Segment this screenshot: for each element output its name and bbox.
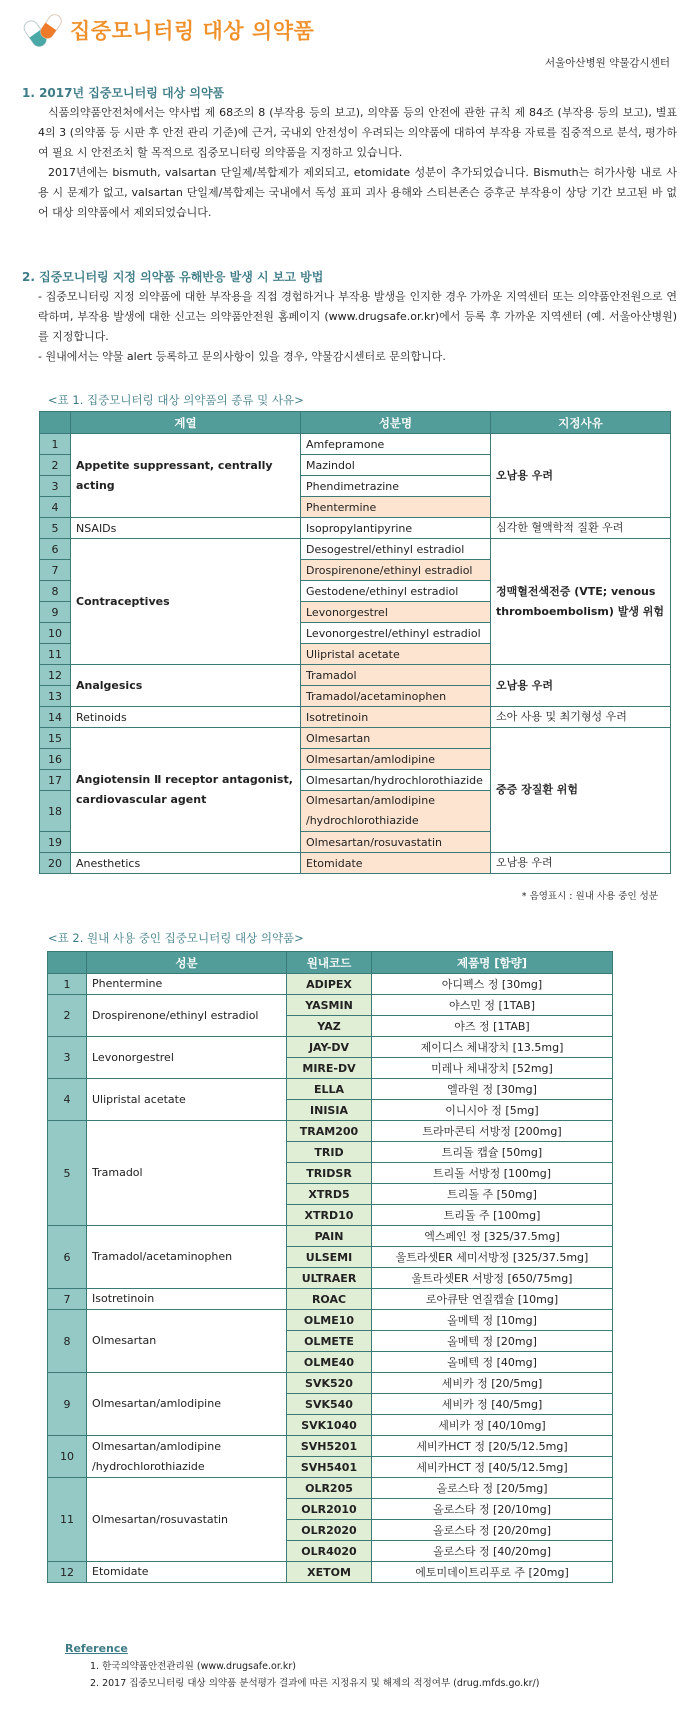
table-1-note: * 음영표시 : 원내 사용 중인 성분 [521, 891, 658, 902]
ingredient-name: Olmesartan/amlodipine [301, 749, 491, 770]
ingredient-name: Isotretinoin [87, 1289, 287, 1310]
ingredient-name: Ulipristal acetate [87, 1079, 287, 1121]
table-2 [47, 951, 613, 1583]
table-row [48, 974, 613, 995]
row-number: 11 [40, 644, 71, 665]
hospital-code: XETOM [287, 1562, 372, 1583]
row-number: 1 [40, 434, 71, 455]
product-name: 트리돌 서방정 [100mg] [372, 1163, 613, 1184]
organization-name: 서울아산병원 약물감시센터 [544, 57, 670, 69]
hospital-code: SVK1040 [287, 1415, 372, 1436]
row-number: 11 [48, 1478, 87, 1562]
ingredient-name: Olmesartan/hydrochlorothiazide [301, 770, 491, 791]
reference-item: 1. 한국의약품안전관리원 (www.drugsafe.or.kr) [90, 1661, 296, 1672]
table-1-header-reason: 지정사유 [491, 412, 671, 434]
ingredient-name: Ulipristal acetate [301, 644, 491, 665]
ingredient-name: Tramadol/acetaminophen [301, 686, 491, 707]
row-number: 3 [40, 476, 71, 497]
hospital-code: ELLA [287, 1079, 372, 1100]
hospital-code: INISIA [287, 1100, 372, 1121]
table-row [48, 1226, 613, 1247]
product-name: 울트라셋ER 서방정 [650/75mg] [372, 1268, 613, 1289]
product-name: 올로스타 정 [20/5mg] [372, 1478, 613, 1499]
product-name: 올메텍 정 [40mg] [372, 1352, 613, 1373]
designation-reason: 심각한 혈액학적 질환 우려 [491, 518, 671, 539]
table-2-header-product: 제품명 [함량] [372, 952, 613, 974]
ingredient-name: Etomidate [87, 1562, 287, 1583]
row-number: 14 [40, 707, 71, 728]
hospital-code: YAZ [287, 1016, 372, 1037]
designation-reason: 정맥혈전색전증 (VTE; venous thromboembolism) 발생 위험 [491, 539, 671, 665]
row-number: 7 [40, 560, 71, 581]
table-row [48, 1373, 613, 1394]
hospital-code: OLMETE [287, 1331, 372, 1352]
product-name: 미레나 체내장치 [52mg] [372, 1058, 613, 1079]
product-name: 올로스타 정 [20/20mg] [372, 1520, 613, 1541]
table-2-header-row [48, 952, 613, 974]
drug-class: Analgesics [71, 665, 301, 707]
drug-class: Appetite suppressant, centrally acting [71, 434, 301, 518]
table-row [40, 665, 671, 686]
row-number: 15 [40, 728, 71, 749]
hospital-code: SVH5201 [287, 1436, 372, 1457]
row-number: 17 [40, 770, 71, 791]
table-row [40, 434, 671, 455]
row-number: 5 [40, 518, 71, 539]
designation-reason: 중증 장질환 위험 [491, 728, 671, 853]
hospital-code: YASMIN [287, 995, 372, 1016]
capsule-pills-icon [22, 13, 62, 47]
table-row [40, 518, 671, 539]
ingredient-name: Olmesartan/rosuvastatin [301, 832, 491, 853]
section-2-bullet-2: - 원내에서는 약물 alert 등록하고 문의사항이 있을 경우, 약물감시센터로 문의합니다. [38, 350, 446, 363]
ingredient-name: Olmesartan/rosuvastatin [87, 1478, 287, 1562]
hospital-code: OLR2020 [287, 1520, 372, 1541]
table-1-header-ingredient: 성분명 [301, 412, 491, 434]
row-number: 10 [48, 1436, 87, 1478]
hospital-code: TRIDSR [287, 1163, 372, 1184]
table-1-header-row [40, 412, 671, 434]
row-number: 2 [40, 455, 71, 476]
hospital-code: OLME40 [287, 1352, 372, 1373]
section-1-title: 1. 2017년 집중모니터링 대상 의약품 [22, 86, 225, 100]
ingredient-name: Phendimetrazine [301, 476, 491, 497]
drug-class: Anesthetics [71, 853, 301, 874]
hospital-code: OLR2010 [287, 1499, 372, 1520]
ingredient-name: Olmesartan [301, 728, 491, 749]
ingredient-name: Phentermine [87, 974, 287, 995]
drug-class: Retinoids [71, 707, 301, 728]
product-name: 엑스페인 정 [325/37.5mg] [372, 1226, 613, 1247]
row-number: 12 [40, 665, 71, 686]
hospital-code: XTRD5 [287, 1184, 372, 1205]
hospital-code: ULTRAER [287, 1268, 372, 1289]
section-1 [22, 84, 677, 223]
row-number: 7 [48, 1289, 87, 1310]
row-number: 8 [48, 1310, 87, 1373]
product-name: 세비카 정 [40/10mg] [372, 1415, 613, 1436]
ingredient-name: Etomidate [301, 853, 491, 874]
table-row [48, 1289, 613, 1310]
reference-title: Reference [65, 1642, 128, 1655]
ingredient-name: Olmesartan/amlodipine [87, 1373, 287, 1436]
table-row [48, 1310, 613, 1331]
table-row [48, 1436, 613, 1457]
hospital-code: TRID [287, 1142, 372, 1163]
product-name: 세비카 정 [40/5mg] [372, 1394, 613, 1415]
hospital-code: MIRE-DV [287, 1058, 372, 1079]
row-number: 3 [48, 1037, 87, 1079]
ingredient-name: Drospirenone/ethinyl estradiol [301, 560, 491, 581]
product-name: 이니시아 정 [5mg] [372, 1100, 613, 1121]
row-number: 4 [40, 497, 71, 518]
table-row [48, 1037, 613, 1058]
row-number: 18 [40, 791, 71, 832]
product-name: 트리돌 주 [50mg] [372, 1184, 613, 1205]
reference-section [65, 1642, 539, 1692]
ingredient-name: Tramadol [87, 1121, 287, 1226]
hospital-code: ROAC [287, 1289, 372, 1310]
product-name: 야즈 정 [1TAB] [372, 1016, 613, 1037]
table-row [48, 1079, 613, 1100]
table-2-header-number [48, 952, 87, 974]
product-name: 울트라셋ER 세미서방정 [325/37.5mg] [372, 1247, 613, 1268]
hospital-code: JAY-DV [287, 1037, 372, 1058]
designation-reason: 소아 사용 및 최기형성 우려 [491, 707, 671, 728]
ingredient-name: Levonorgestrel [87, 1037, 287, 1079]
product-name: 올메텍 정 [10mg] [372, 1310, 613, 1331]
hospital-code: ULSEMI [287, 1247, 372, 1268]
table-2-caption: <표 2. 원내 사용 중인 집중모니터링 대상 의약품> [48, 931, 304, 945]
designation-reason: 오남용 우려 [491, 665, 671, 707]
row-number: 9 [40, 602, 71, 623]
product-name: 아디펙스 정 [30mg] [372, 974, 613, 995]
ingredient-name: Olmesartan/amlodipine /hydrochlorothiazide [301, 791, 491, 832]
product-name: 트리돌 주 [100mg] [372, 1205, 613, 1226]
section-2-title: 2. 집중모니터링 지정 의약품 유해반응 발생 시 보고 방법 [22, 270, 324, 284]
table-2-header-code: 원내코드 [287, 952, 372, 974]
product-name: 야스민 정 [1TAB] [372, 995, 613, 1016]
row-number: 16 [40, 749, 71, 770]
drug-class: Contraceptives [71, 539, 301, 665]
table-1-header-number [40, 412, 71, 434]
row-number: 9 [48, 1373, 87, 1436]
row-number: 20 [40, 853, 71, 874]
row-number: 6 [40, 539, 71, 560]
hospital-code: TRAM200 [287, 1121, 372, 1142]
row-number: 19 [40, 832, 71, 853]
row-number: 1 [48, 974, 87, 995]
ingredient-name: Phentermine [301, 497, 491, 518]
row-number: 13 [40, 686, 71, 707]
product-name: 트라마콘티 서방정 [200mg] [372, 1121, 613, 1142]
hospital-code: OLR205 [287, 1478, 372, 1499]
row-number: 12 [48, 1562, 87, 1583]
ingredient-name: Levonorgestrel/ethinyl estradiol [301, 623, 491, 644]
reference-item: 2. 2017 집중모니터링 대상 의약품 분석평가 결과에 따른 지정유지 및 해제의 적정여부 (drug.mfds.go.kr/) [90, 1678, 540, 1689]
hospital-code: SVK520 [287, 1373, 372, 1394]
page-header [22, 10, 314, 50]
table-1-caption: <표 1. 집중모니터링 대상 의약품의 종류 및 사유> [48, 393, 304, 407]
designation-reason: 오남용 우려 [491, 853, 671, 874]
product-name: 올메텍 정 [20mg] [372, 1331, 613, 1352]
product-name: 세비카 정 [20/5mg] [372, 1373, 613, 1394]
product-name: 에토미데이트리푸로 주 [20mg] [372, 1562, 613, 1583]
page-title: 집중모니터링 대상 의약품 [70, 19, 315, 43]
product-name: 세비카HCT 정 [40/5/12.5mg] [372, 1457, 613, 1478]
table-row [40, 707, 671, 728]
product-name: 올로스타 정 [20/10mg] [372, 1499, 613, 1520]
section-1-paragraph-2: 2017년에는 bismuth, valsartan 단일제/복합제가 제외되고, etomidate 성분이 추가되었습니다. Bismuth는 허가사항 내로 사용 시 문제가 없고, valsartan 단일제/복합제는 국내에서 독성 표피 괴사 용해와 스티븐존슨 증후군 부작용이 상당 기간 보고된 바 없어 대상 의약품에서 제외되었습니다. [38, 166, 677, 219]
ingredient-name: Tramadol [301, 665, 491, 686]
ingredient-name: Mazindol [301, 455, 491, 476]
table-1 [39, 411, 671, 874]
row-number: 2 [48, 995, 87, 1037]
hospital-code: XTRD10 [287, 1205, 372, 1226]
hospital-code: SVK540 [287, 1394, 372, 1415]
ingredient-name: Olmesartan/amlodipine /hydrochlorothiazide [87, 1436, 287, 1478]
row-number: 5 [48, 1121, 87, 1226]
table-row [48, 1121, 613, 1142]
ingredient-name: Isopropylantipyrine [301, 518, 491, 539]
table-1-header-class: 계열 [71, 412, 301, 434]
section-1-paragraph-1: 식품의약품안전처에서는 약사법 제 68조의 8 (부작용 등의 보고), 의약품 등의 안전에 관한 규칙 제 84조 (부작용 등의 보고), 별표 4의 3 (의약품 등 시판 후 안전 관리 기준)에 근거, 국내외 안전성이 우려되는 의약품에 대하여 부작용 자료를 집중적으로 분석, 평가하여 필요 시 안전조치 할 목적으로 집중모니터링 의약품을 지정하고 있습니다. [38, 106, 677, 159]
row-number: 4 [48, 1079, 87, 1121]
hospital-code: PAIN [287, 1226, 372, 1247]
table-2-header-ingredient: 성분 [87, 952, 287, 974]
product-name: 제이디스 체내장치 [13.5mg] [372, 1037, 613, 1058]
table-row [40, 728, 671, 749]
ingredient-name: Tramadol/acetaminophen [87, 1226, 287, 1289]
ingredient-name: Levonorgestrel [301, 602, 491, 623]
table-row [48, 1562, 613, 1583]
product-name: 트리돌 캡슐 [50mg] [372, 1142, 613, 1163]
hospital-code: SVH5401 [287, 1457, 372, 1478]
ingredient-name: Amfepramone [301, 434, 491, 455]
product-name: 올로스타 정 [40/20mg] [372, 1541, 613, 1562]
row-number: 8 [40, 581, 71, 602]
ingredient-name: Desogestrel/ethinyl estradiol [301, 539, 491, 560]
table-row [40, 539, 671, 560]
hospital-code: OLR4020 [287, 1541, 372, 1562]
hospital-code: ADIPEX [287, 974, 372, 995]
row-number: 10 [40, 623, 71, 644]
ingredient-name: Olmesartan [87, 1310, 287, 1373]
hospital-code: OLME10 [287, 1310, 372, 1331]
product-name: 로아큐탄 연질캡슐 [10mg] [372, 1289, 613, 1310]
ingredient-name: Isotretinoin [301, 707, 491, 728]
table-row [48, 995, 613, 1016]
ingredient-name: Gestodene/ethinyl estradiol [301, 581, 491, 602]
section-2 [22, 268, 677, 367]
row-number: 6 [48, 1226, 87, 1289]
product-name: 세비카HCT 정 [20/5/12.5mg] [372, 1436, 613, 1457]
section-2-bullet-1: - 집중모니터링 지정 의약품에 대한 부작용을 직접 경험하거나 부작용 발생을 인지한 경우 가까운 지역센터 또는 의약품안전원으로 연락하며, 부작용 발생에 대한 신고는 의약품안전원 홈페이지 (www.drugsafe.or.kr)에서 등록 후 가까운 지역센터 (예. 서울아산병원)를 지정합니다. [38, 290, 677, 343]
designation-reason: 오남용 우려 [491, 434, 671, 518]
ingredient-name: Drospirenone/ethinyl estradiol [87, 995, 287, 1037]
drug-class: Angiotensin Ⅱ receptor antagonist, cardiovascular agent [71, 728, 301, 853]
table-row [48, 1478, 613, 1499]
drug-class: NSAIDs [71, 518, 301, 539]
product-name: 엘라원 정 [30mg] [372, 1079, 613, 1100]
table-row [40, 853, 671, 874]
